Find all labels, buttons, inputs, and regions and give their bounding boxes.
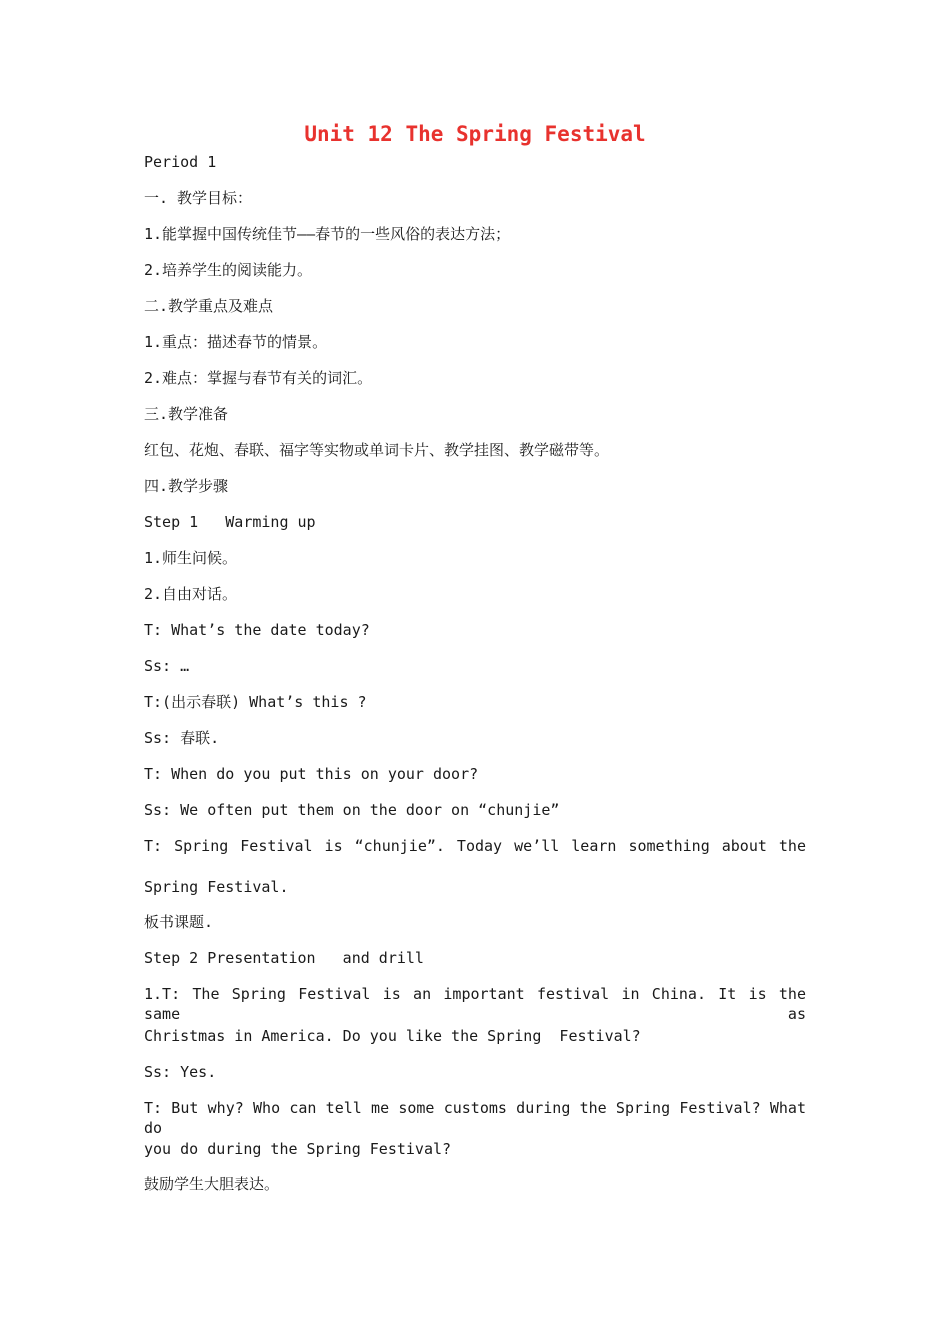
text-line: Ss: 春联.	[144, 729, 220, 747]
text-line: 1.师生问候。	[144, 549, 238, 567]
text-line: T: What’s the date today?	[144, 621, 370, 639]
text-line: 2.自由对话。	[144, 585, 238, 603]
text-line: Spring Festival.	[144, 878, 289, 896]
text-line: Ss: Yes.	[144, 1063, 217, 1081]
text-line: 红包、花炮、春联、福字等实物或单词卡片、教学挂图、教学磁带等。	[144, 441, 610, 459]
text-line: Step 2 Presentation and drill	[144, 949, 424, 967]
text-line: 四.教学步骤	[144, 477, 229, 495]
text-line: T: When do you put this on your door?	[144, 765, 479, 783]
text-line: T: Spring Festival is “chunjie”. Today we’ll learn something about the	[144, 837, 806, 855]
text-line: T: But why? Who can tell me some customs during the Spring Festival? What do	[144, 1099, 806, 1137]
text-line: 鼓励学生大胆表达。	[144, 1175, 280, 1193]
text-line: 三.教学准备	[144, 405, 229, 423]
text-line: 板书课题.	[144, 913, 214, 931]
text-line: Step 1 Warming up	[144, 513, 316, 531]
text-line: Ss: We often put them on the door on “chunjie”	[144, 801, 560, 819]
text-line: 2.培养学生的阅读能力。	[144, 261, 313, 279]
text-line: Christmas in America. Do you like the Spring Festival?	[144, 1027, 641, 1045]
text-line: T:(出示春联) What’s this ?	[144, 693, 367, 711]
text-line: you do during the Spring Festival?	[144, 1140, 452, 1158]
text-line: Period 1	[144, 153, 217, 171]
text-line: 二.教学重点及难点	[144, 297, 274, 315]
text-line: 2.难点：掌握与春节有关的词汇。	[144, 369, 373, 387]
text-line: 一. 教学目标：	[144, 189, 253, 207]
document-title: Unit 12 The Spring Festival	[304, 122, 646, 146]
text-line: 1.重点：描述春节的情景。	[144, 333, 328, 351]
text-line: 1.T: The Spring Festival is an important festival in China. It is the same as	[144, 985, 806, 1023]
text-line: Ss: …	[144, 657, 190, 675]
text-line: 1.能掌握中国传统佳节——春节的一些风俗的表达方法；	[144, 225, 511, 243]
